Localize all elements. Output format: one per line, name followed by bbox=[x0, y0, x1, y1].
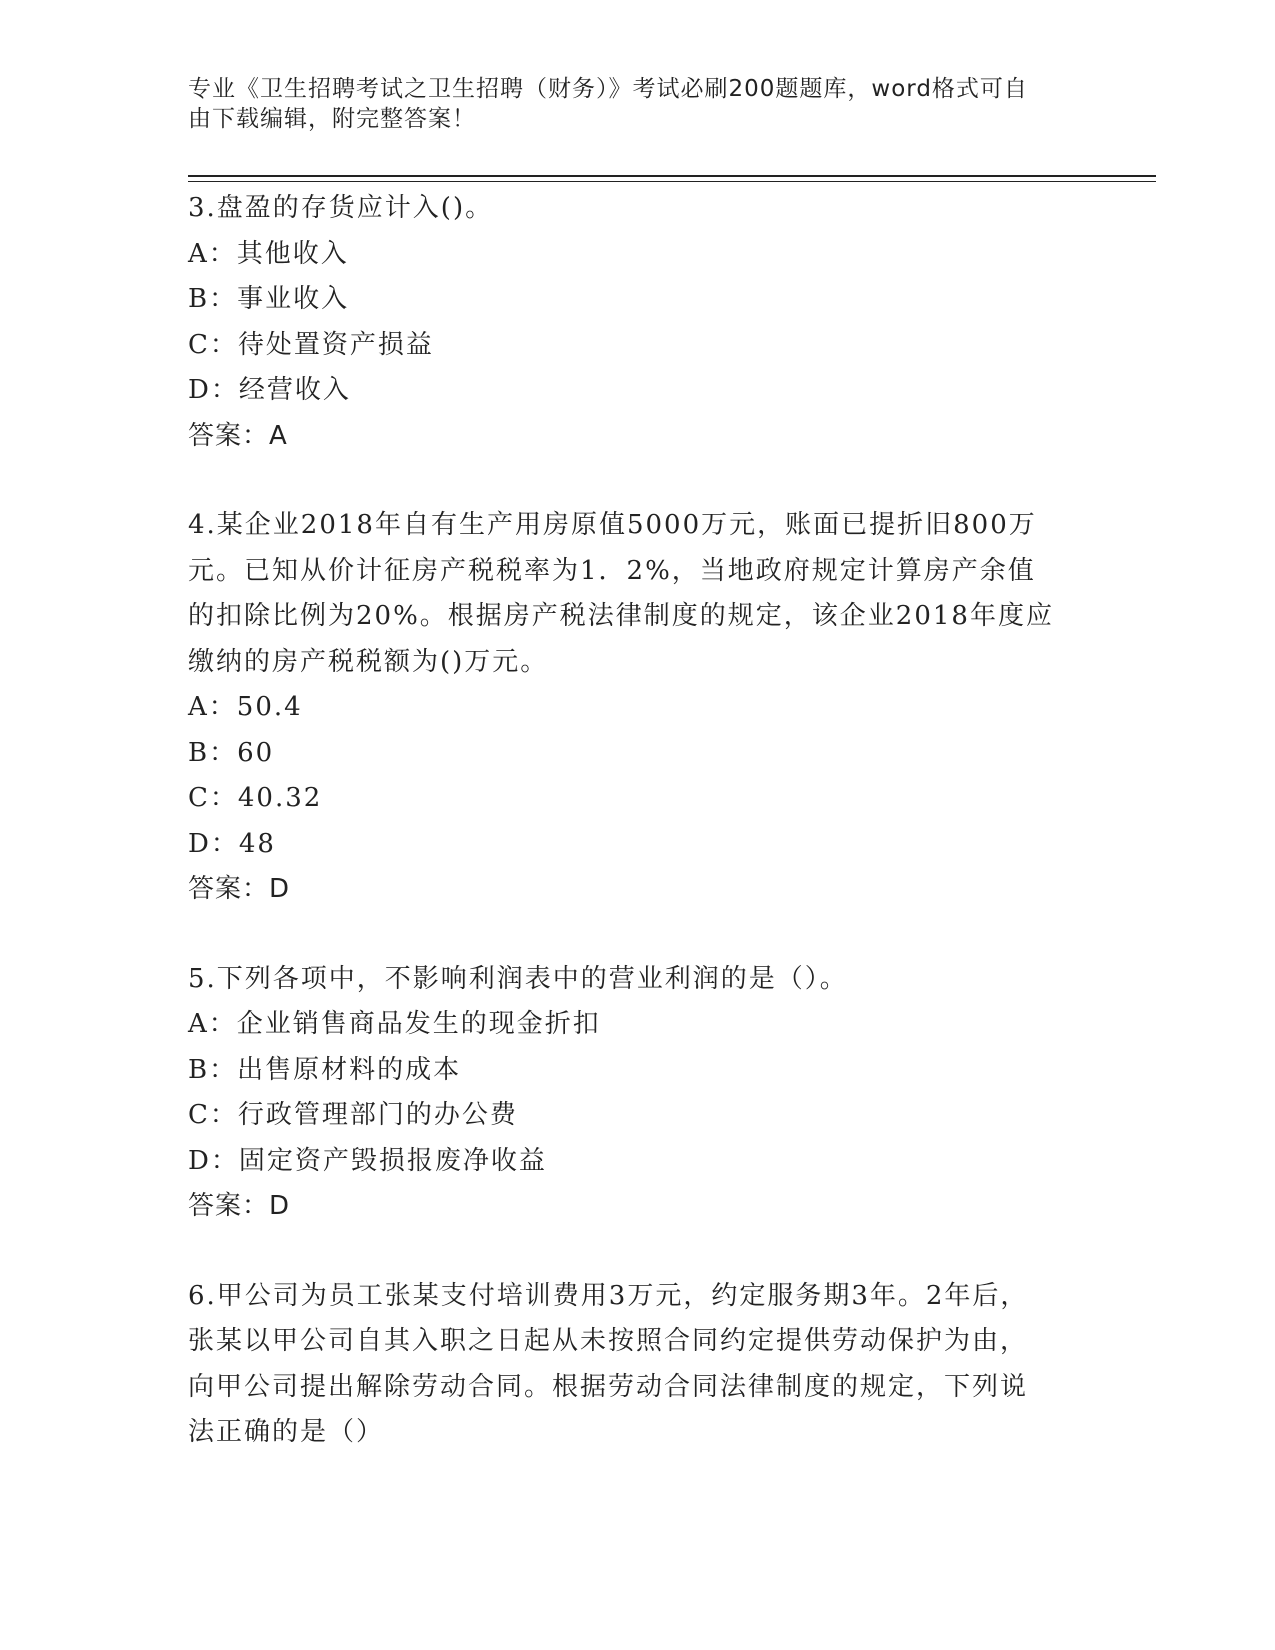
question-stem-line: 张某以甲公司自其入职之日起从未按照合同约定提供劳动保护为由， bbox=[188, 1326, 1029, 1356]
header-divider-thick bbox=[188, 175, 1156, 177]
option-b: B：事业收入 bbox=[188, 284, 350, 314]
option-b: B：出售原材料的成本 bbox=[188, 1054, 462, 1085]
question-6 bbox=[188, 1274, 1088, 1456]
question-stem-line: 6.甲公司为员工张某支付培训费用3万元，约定服务期3年。2年后， bbox=[188, 1280, 1029, 1311]
option-c: C：行政管理部门的办公费 bbox=[188, 1100, 518, 1130]
question-stem-line: 的扣除比例为20%。根据房产税法律制度的规定，该企业2018年度应 bbox=[188, 601, 1054, 631]
question-4 bbox=[188, 503, 1088, 913]
header-line-2: 由下载编辑，附完整答案！ bbox=[188, 106, 476, 132]
option-d: D：经营收入 bbox=[188, 375, 351, 405]
question-stem: 3.盘盈的存货应计入()。 bbox=[188, 193, 494, 223]
option-a: A：50.4 bbox=[188, 692, 303, 722]
option-c: C：40.32 bbox=[188, 783, 323, 813]
header-divider-thin bbox=[188, 181, 1156, 182]
answer-line: 答案：D bbox=[188, 874, 291, 904]
option-d: D：48 bbox=[188, 828, 276, 859]
document-header-note bbox=[188, 74, 1088, 134]
option-b: B：60 bbox=[188, 737, 275, 768]
question-stem-line: 向甲公司提出解除劳动合同。根据劳动合同法律制度的规定，下列说 bbox=[188, 1371, 1029, 1402]
option-d: D：固定资产毁损报废净收益 bbox=[188, 1145, 547, 1176]
option-a: A：其他收入 bbox=[188, 238, 349, 269]
question-stem-line: 元。已知从价计征房产税税率为1．2%，当地政府规定计算房产余值 bbox=[188, 555, 1036, 586]
question-stem-line: 缴纳的房产税税额为()万元。 bbox=[188, 646, 549, 677]
question-stem-line: 法正确的是（） bbox=[188, 1417, 385, 1447]
question-5 bbox=[188, 957, 1088, 1230]
question-list bbox=[188, 186, 1088, 1500]
question-3 bbox=[188, 186, 1088, 459]
question-stem: 5.下列各项中，不影响利润表中的营业利润的是（）。 bbox=[188, 963, 848, 994]
header-line-1: 专业《卫生招聘考试之卫生招聘（财务）》考试必刷200题题库，word格式可自 bbox=[188, 76, 1028, 102]
option-a: A：企业销售商品发生的现金折扣 bbox=[188, 1009, 601, 1039]
answer-line: 答案：A bbox=[188, 420, 288, 451]
question-stem-line: 4.某企业2018年自有生产用房原值5000万元，账面已提折旧800万 bbox=[188, 510, 1037, 540]
answer-line: 答案：D bbox=[188, 1191, 291, 1221]
option-c: C：待处置资产损益 bbox=[188, 329, 434, 360]
